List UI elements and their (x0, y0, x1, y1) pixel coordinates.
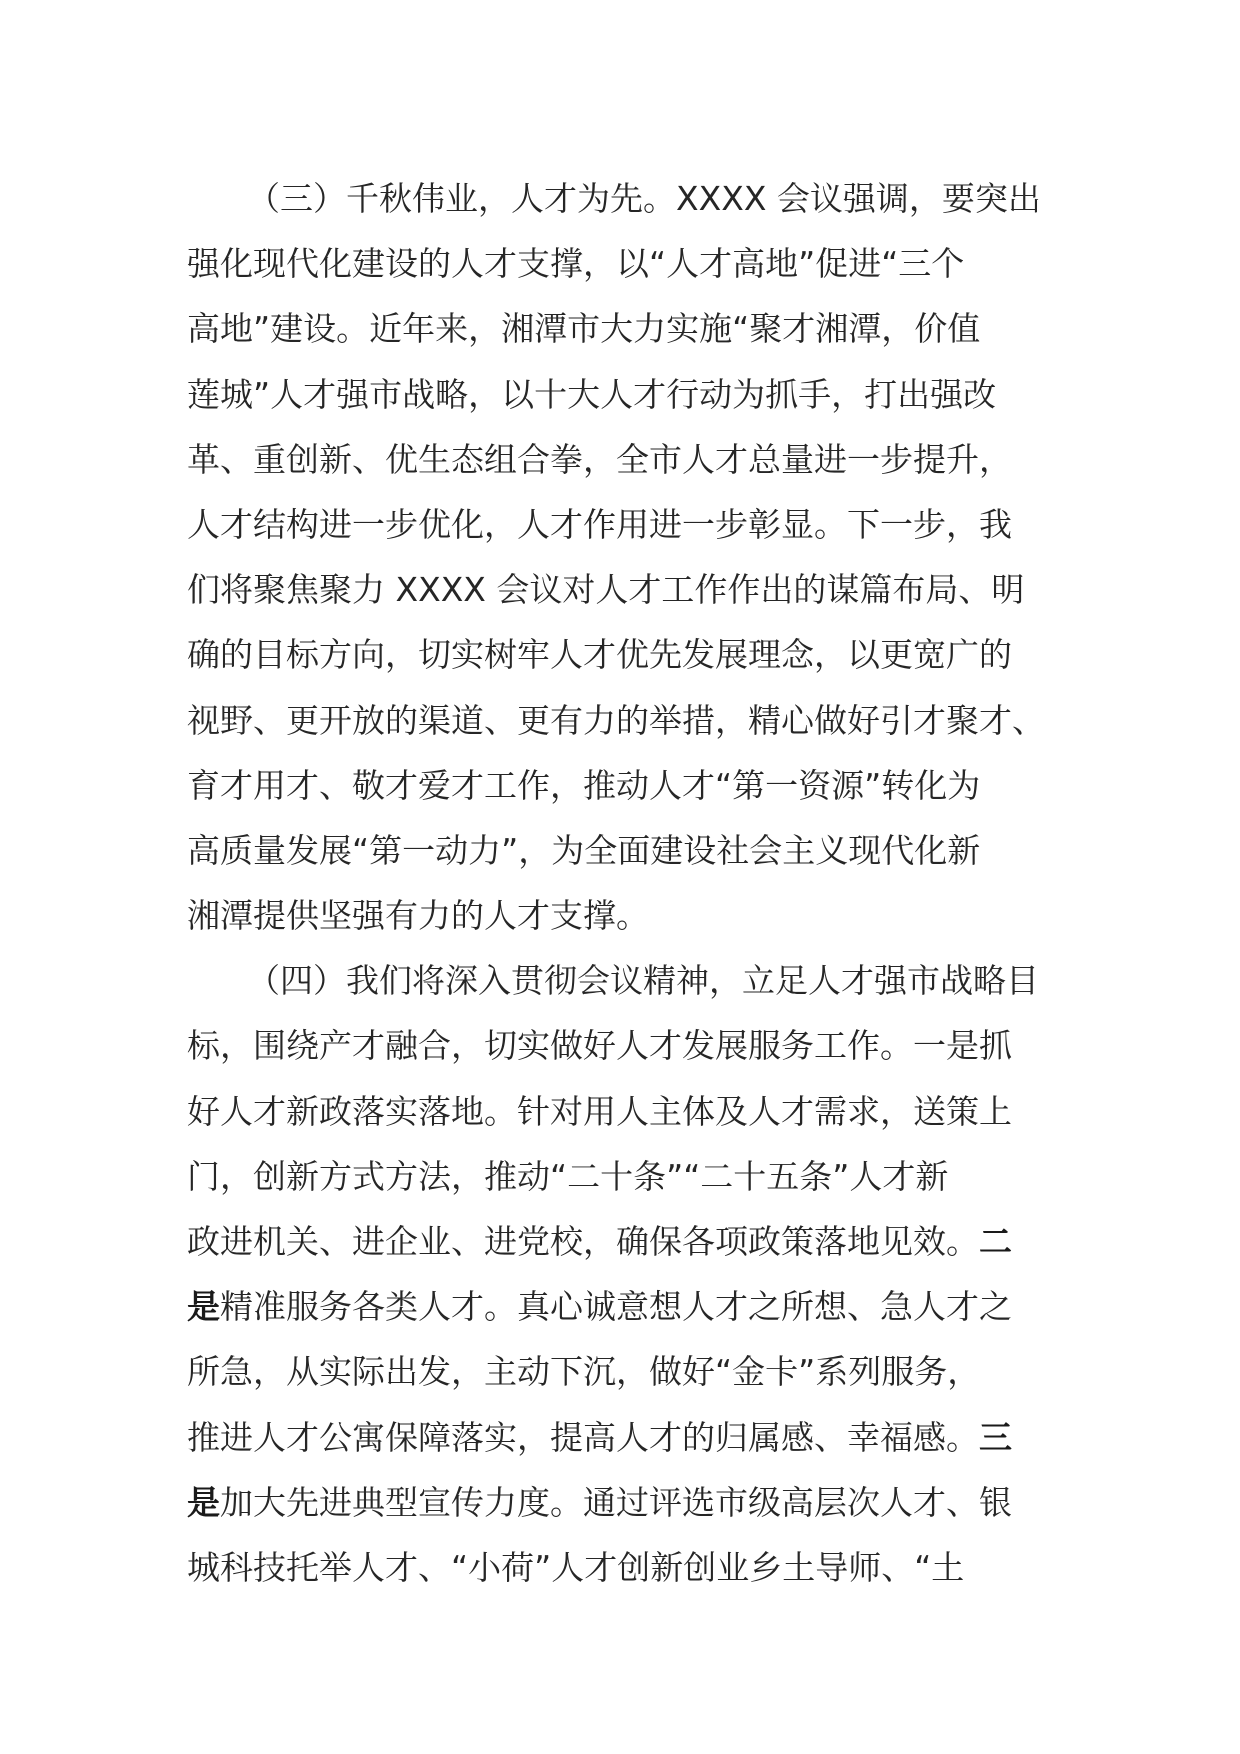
paragraph-4 (187, 948, 1057, 1600)
paragraph-line: 人才结构进一步优化，人才作用进一步彰显。下一步，我 (187, 504, 1012, 544)
paragraph-line (187, 1274, 1057, 1339)
paragraph-line: 们将聚焦聚力 XXXX 会议对人才工作作出的谋篇布局、明 (187, 570, 1025, 610)
paragraph-line: 城科技托举人才、“小荷”人才创新创业乡土导师、“土 (187, 1547, 965, 1587)
paragraph-line: 门，创新方式方法，推动“二十条”“二十五条”人才新 (187, 1156, 949, 1196)
line-text: 精准服务各类人才。真心诚意想人才之所想、急人才之 (220, 1287, 1012, 1327)
paragraph-line: 强化现代化建设的人才支撑，以“人才高地”促进“三个 (187, 244, 965, 284)
paragraph-line (187, 1470, 1057, 1535)
paragraph-line: 所急，从实际出发，主动下沉，做好“金卡”系列服务， (187, 1352, 981, 1392)
paragraph-line (187, 1209, 1057, 1274)
bold-marker: 是 (187, 1482, 220, 1522)
paragraph-line: （三）千秋伟业，人才为先。XXXX 会议强调，要突出 (247, 179, 1041, 218)
document-body (187, 166, 1057, 1600)
bold-marker: 二 (979, 1222, 1012, 1261)
line-text: 政进机关、进企业、进党校，确保各项政策落地见效。 (187, 1222, 979, 1261)
line-text: 推进人才公寓保障落实，提高人才的归属感、幸福感。 (187, 1417, 979, 1457)
paragraph-line: 育才用才、敬才爱才工作，推动人才“第一资源”转化为 (187, 765, 981, 805)
paragraph-line: 标，围绕产才融合，切实做好人才发展服务工作。一是抓 (187, 1026, 1012, 1066)
paragraph-line: 湘潭提供坚强有力的人才支撑。 (187, 896, 649, 936)
line-text: 加大先进典型宣传力度。通过评选市级高层次人才、银 (220, 1482, 1012, 1522)
paragraph-line: 确的目标方向，切实树牢人才优先发展理念，以更宽广的 (187, 635, 1012, 675)
paragraph-line: 莲城”人才强市战略，以十大人才行动为抓手，打出强改 (187, 374, 997, 414)
paragraph-line: 高地”建设。近年来，湘潭市大力实施“聚才湘潭，价值 (187, 309, 981, 349)
paragraph-line: 好人才新政落实落地。针对用人主体及人才需求，送策上 (187, 1091, 1012, 1131)
paragraph-line (187, 1405, 1057, 1470)
bold-marker: 三 (979, 1417, 1012, 1457)
paragraph-line: 革、重创新、优生态组合拳，全市人才总量进一步提升， (187, 439, 1012, 479)
paragraph-line: 高质量发展“第一动力”，为全面建设社会主义现代化新 (187, 830, 981, 870)
paragraph-line: （四）我们将深入贯彻会议精神，立足人才强市战略目 (247, 961, 1039, 1001)
paragraph-3 (187, 166, 1057, 948)
bold-marker: 是 (187, 1287, 220, 1327)
paragraph-line: 视野、更开放的渠道、更有力的举措，精心做好引才聚才、 (187, 700, 1045, 740)
